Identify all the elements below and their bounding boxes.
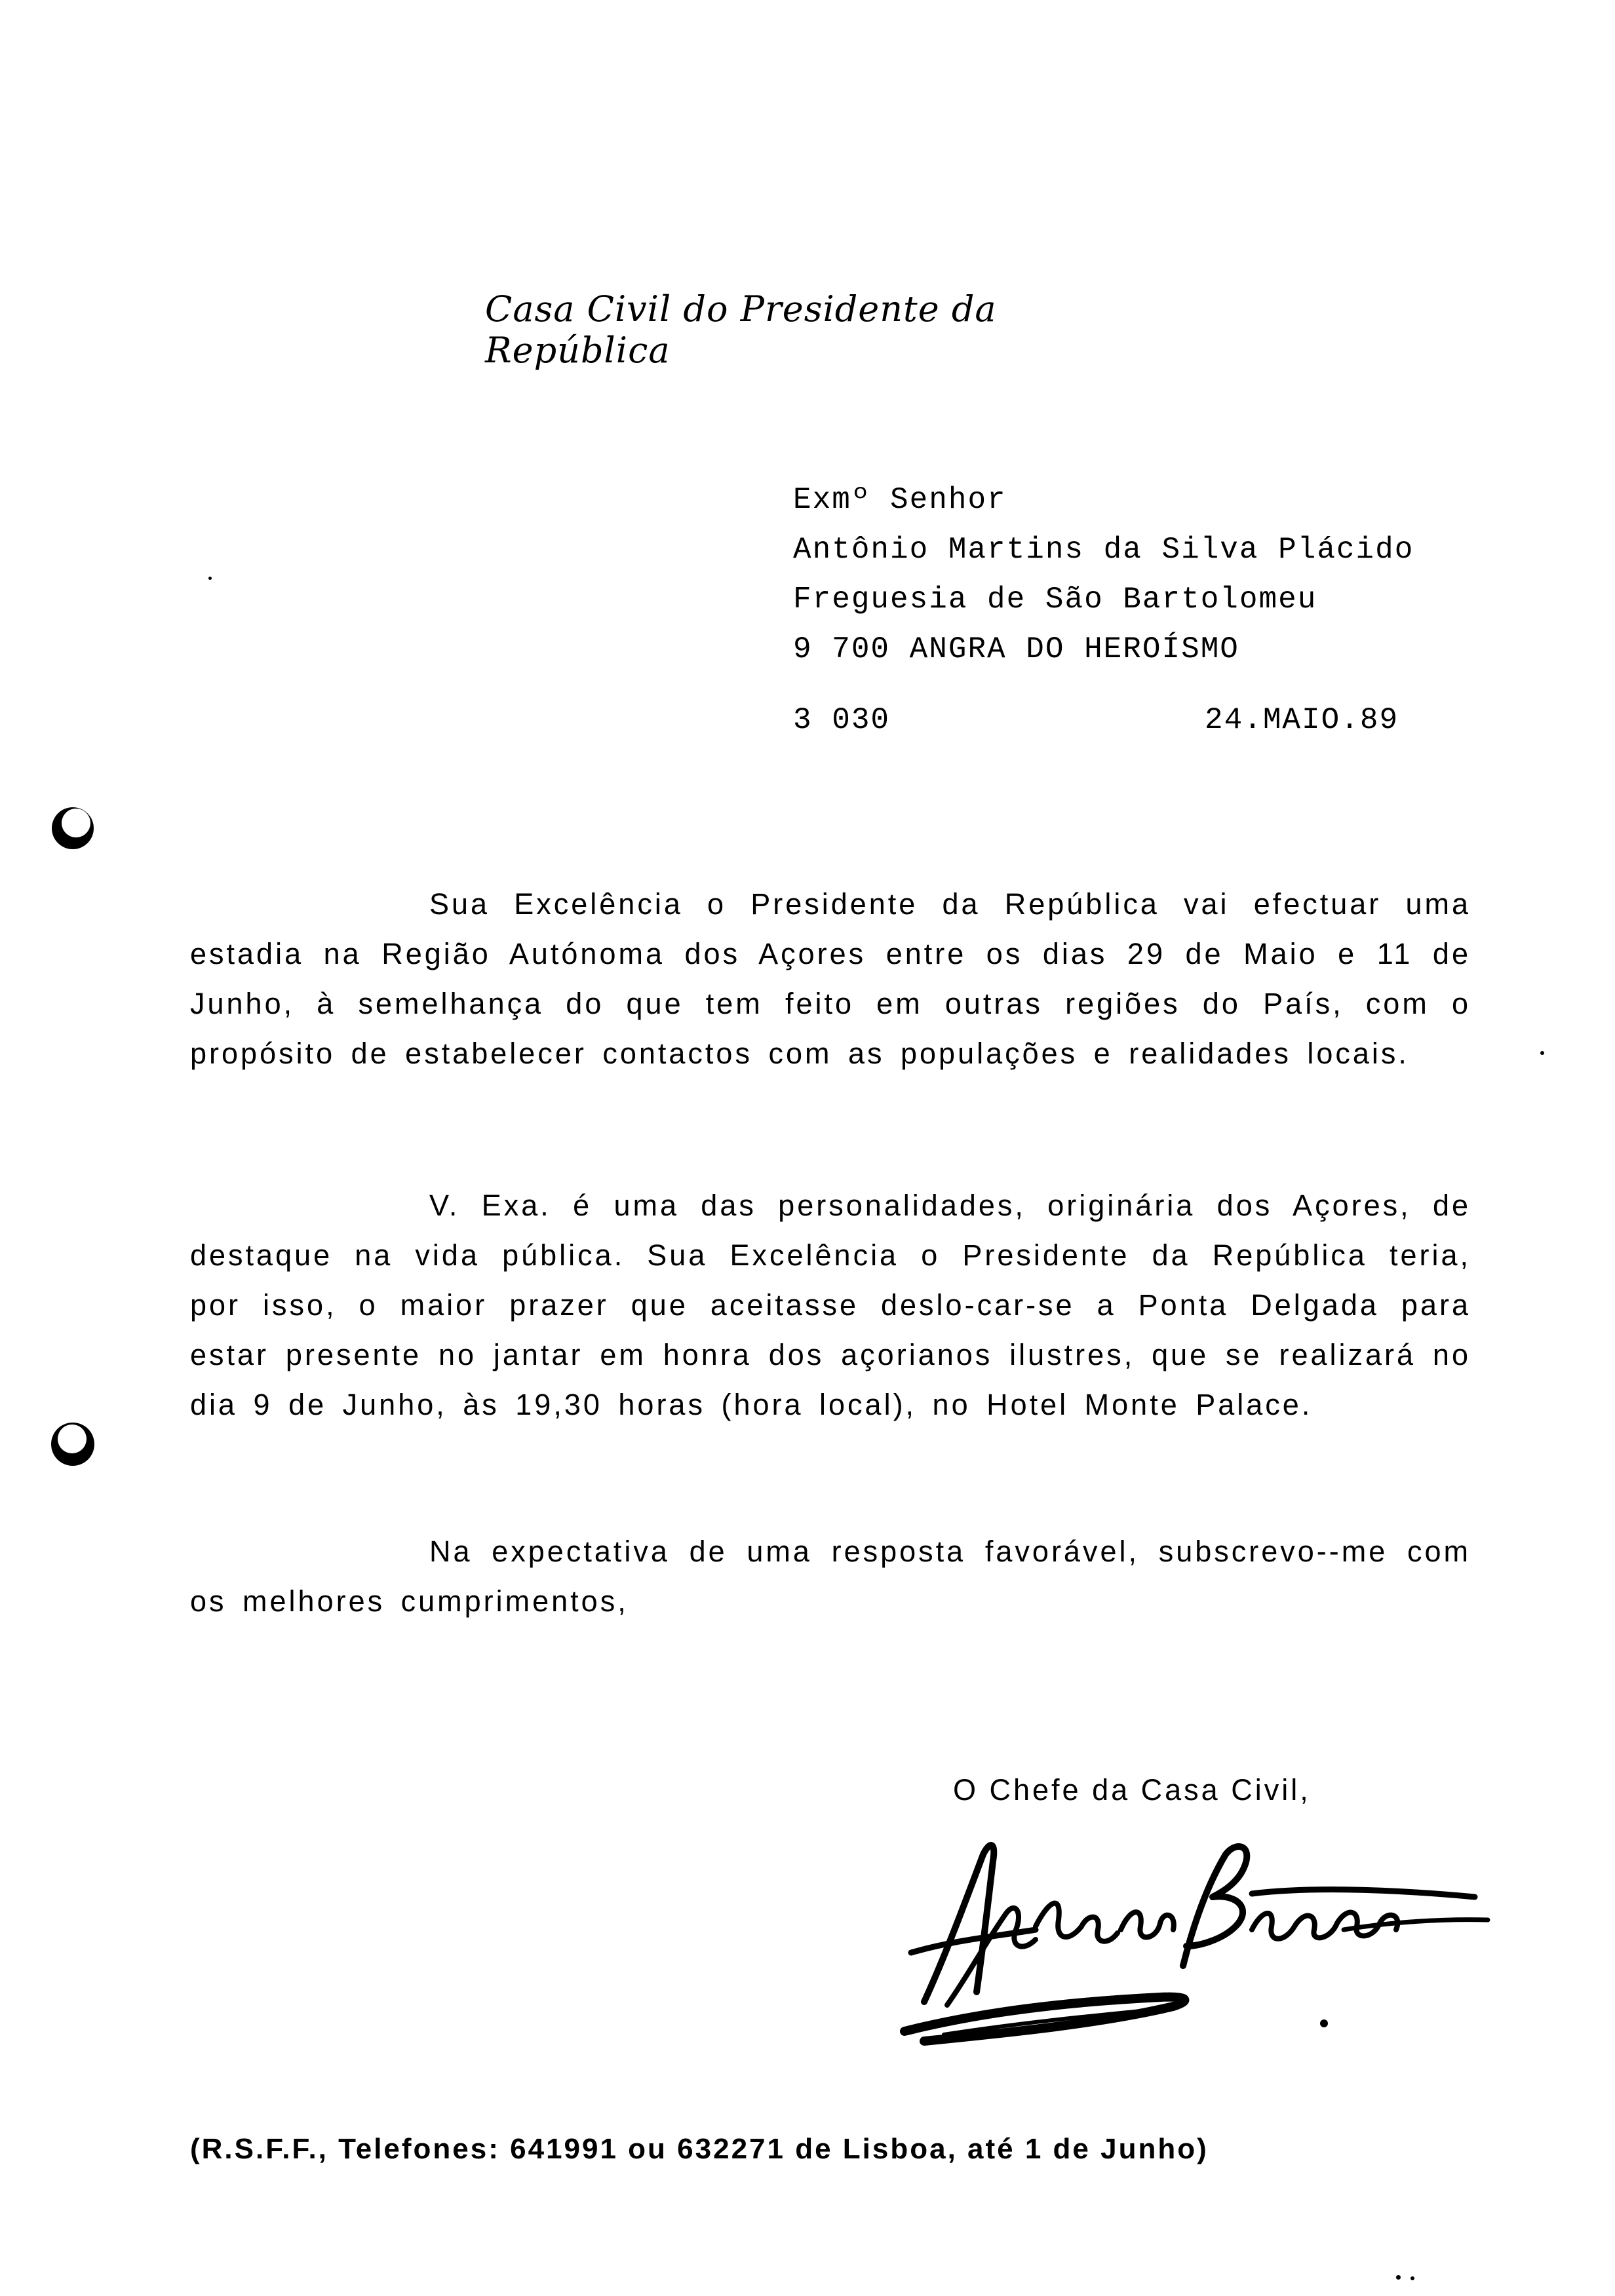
reference-number: 3 030 <box>793 703 891 737</box>
recipient-city: 9 700 ANGRA DO HEROÍSMO <box>793 632 1239 666</box>
hole-punch-icon <box>47 801 98 852</box>
letter-date: 24.MAIO.89 <box>1205 703 1399 737</box>
scan-speck <box>1540 1051 1544 1055</box>
recipient-address <box>793 475 1414 674</box>
recipient-name: Antônio Martins da Silva Plácido <box>793 533 1414 567</box>
body-paragraph-1: Sua Excelência o Presidente da República vai efectuar uma estadia na Região Autónoma dos Açores entre os dias 29 de Maio e 11 de Junho, à semelhança do que tem feito em outras regiões do País, com o propósito de estabelecer contactos com as populações e realidades locais. <box>190 887 1471 1070</box>
scan-speck <box>1396 2275 1401 2280</box>
recipient-parish: Freguesia de São Bartolomeu <box>793 583 1317 617</box>
body-paragraph-3: Na expectativa de uma resposta favorável, subscrevo--me com os melhores cumprimentos, <box>190 1535 1471 1618</box>
footer-note: (R.S.F.F., Telefones: 641991 ou 632271 de Lisboa, até 1 de Junho) <box>190 2133 1209 2165</box>
closing-title: O Chefe da Casa Civil, <box>953 1773 1311 1807</box>
recipient-salutation: Exmº Senhor <box>793 483 1007 517</box>
hole-punch-icon <box>47 1418 98 1469</box>
signature <box>885 1815 1501 2057</box>
body-paragraph-2: V. Exa. é uma das personalidades, originária dos Açores, de destaque na vida pública. Sua Excelência o Presidente da República teria, por isso, o maior prazer que aceitasse deslo-car-se a Ponta Delgada para estar presente no jantar em honra dos açorianos ilustres, que se realizará no dia 9 de Junho, às 19,30 horas (hora local), no Hotel Monte Palace. <box>190 1189 1471 1421</box>
scan-speck <box>208 577 212 580</box>
scan-speck <box>1411 2276 1414 2280</box>
letterhead: Casa Civil do Presidente da República <box>485 288 997 371</box>
